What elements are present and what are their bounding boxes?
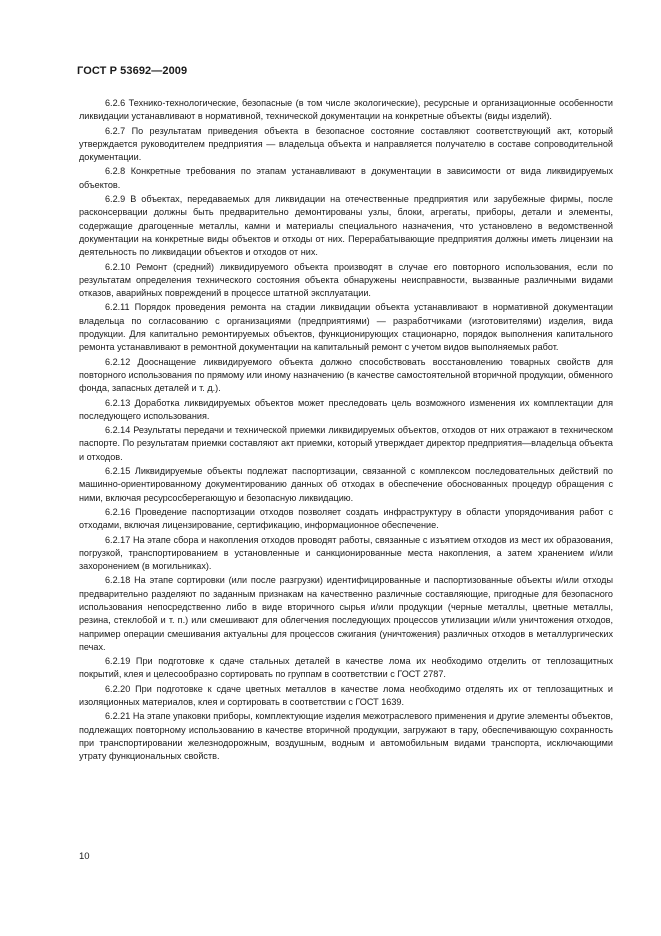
paragraph-6-2-13: 6.2.13 Доработка ликвидируемых объектов может преследовать цель возможного изменения их комплектации для последующего использования. [79,397,613,421]
paragraph-6-2-11: 6.2.11 Порядок проведения ремонта на стадии ликвидации объекта устанавливают в нормативной документации владельца по согласованию с организациями (предприятиями) — разработчиками (изготовителями) изделия, вида продукции. Для капитально ремонтируемых объектов, функционирующих стационарно, порядок выполнения капитального ремонта устанавливают в ремонтной документации на капитальный ремонт с учетом видов выполняемых работ. [79,302,613,353]
paragraph-6-2-21: 6.2.21 На этапе упаковки приборы, комплектующие изделия межотраслевого применения и другие элементы объектов, подлежащих повторному использованию в качестве вторичной продукции, загружают в тару, обеспечивающую сохранность при транспортировании железнодорожным, воздушным, водным и автомобильным видами транспорта, исключающими утрату функциональных свойств. [79,711,613,762]
paragraph-6-2-12: 6.2.12 Дооснащение ликвидируемого объекта должно способствовать восстановлению товарных свойств для повторного использования по прямому или иному назначению (в качестве самостоятельной вторичной продукции, обменного фонда, запасных деталей и т. д.). [79,356,613,394]
paragraph-6-2-9: 6.2.9 В объектах, передаваемых для ликвидации на отечественные предприятия или зарубежные фирмы, после расконсервации должны быть предварительно демонтированы узлы, блоки, агрегаты, приборы, детали и элементы, содержащие драгоценные металлы, камни и материалы специального назначения, что установлено в ведомственной документации на конкретные виды объектов и отходы от них. Перерабатывающие предприятия должны иметь лицензии на деятельность по ликвидации объектов и отходов от них. [79,194,613,258]
page-number: 10 [79,851,90,862]
document-body [79,97,613,765]
paragraph-6-2-7: 6.2.7 По результатам приведения объекта в безопасное состояние составляют соответствующий акт, который утверждается руководителем предприятия — владельца объекта и направляется получателю в составе сопроводительной документации. [79,125,613,163]
paragraph-6-2-6: 6.2.6 Технико-технологические, безопасные (в том числе экологические), ресурсные и организационные особенности ликвидации устанавливают в нормативной, технической документации на конкретные объекты (виды изделий). [79,98,613,122]
paragraph-6-2-10: 6.2.10 Ремонт (средний) ликвидируемого объекта производят в случае его повторного использования, если по результатам определения технического состояния объекта обнаружены неисправности, вызванные различными видами отказов, аварийных повреждений в процессе штатной эксплуатации. [79,261,613,299]
paragraph-6-2-20: 6.2.20 При подготовке к сдаче цветных металлов в качестве лома необходимо отделять их от теплозащитных и изоляционных материалов, клея и сортировать в соответствии с ГОСТ 1639. [79,683,613,708]
paragraph-6-2-16: 6.2.16 Проведение паспортизации отходов позволяет создать инфраструктуру в области упорядочивания работ с отходами, включая лицензирование, сертификацию, информационное обеспечение. [79,506,613,531]
paragraph-6-2-15: 6.2.15 Ликвидируемые объекты подлежат паспортизации, связанной с комплексом последовательных действий по машинно-ориентированному документированию данных об отходах в обеспечение обоснованных процедур обращения с ними, включая ресурсосберегающую и безопасную ликвидацию. [79,466,613,503]
paragraph-6-2-8: 6.2.8 Конкретные требования по этапам устанавливают в документации в зависимости от вида ликвидируемых объектов. [79,166,613,190]
paragraph-6-2-14: 6.2.14 Результаты передачи и технической приемки ликвидируемых объектов, отходов от них отражают в техническом паспорте. По результатам приемки составляют акт приемки, который утверждает директор предприятия—владельца объекта и отходов. [79,425,613,462]
paragraph-6-2-19: 6.2.19 При подготовке к сдаче стальных деталей в качестве лома их необходимо отделить от теплозащитных покрытий, клея и целесообразно сортировать по группам в соответствии с ГОСТ 2787. [79,656,613,680]
paragraph-6-2-18: 6.2.18 На этапе сортировки (или после разгрузки) идентифицированные и паспортизованные объекты и/или отходы предварительно разделяют по заданным признакам на качественно различные составляющие, пригодные для безопасного использования непосредственно либо в виде вторичного сырья и/или продукции (черные металлы, цветные металлы, резина, стеклобой и т. п.) или смешивают для облегчения последующих процессов утилизации и/или уничтожения отходов, например операции смешивания актуальны для процессов сжигания (уничтожения) различных отходов в металлургических печах. [79,575,613,652]
standard-header: ГОСТ Р 53692—2009 [77,65,188,77]
paragraph-6-2-17: 6.2.17 На этапе сбора и накопления отходов проводят работы, связанные с изъятием отходов из мест их образования, погрузкой, транспортированием в установленные и санкционированные места накопления, а затем хранением и/или захоронением (в могильниках). [79,534,613,572]
